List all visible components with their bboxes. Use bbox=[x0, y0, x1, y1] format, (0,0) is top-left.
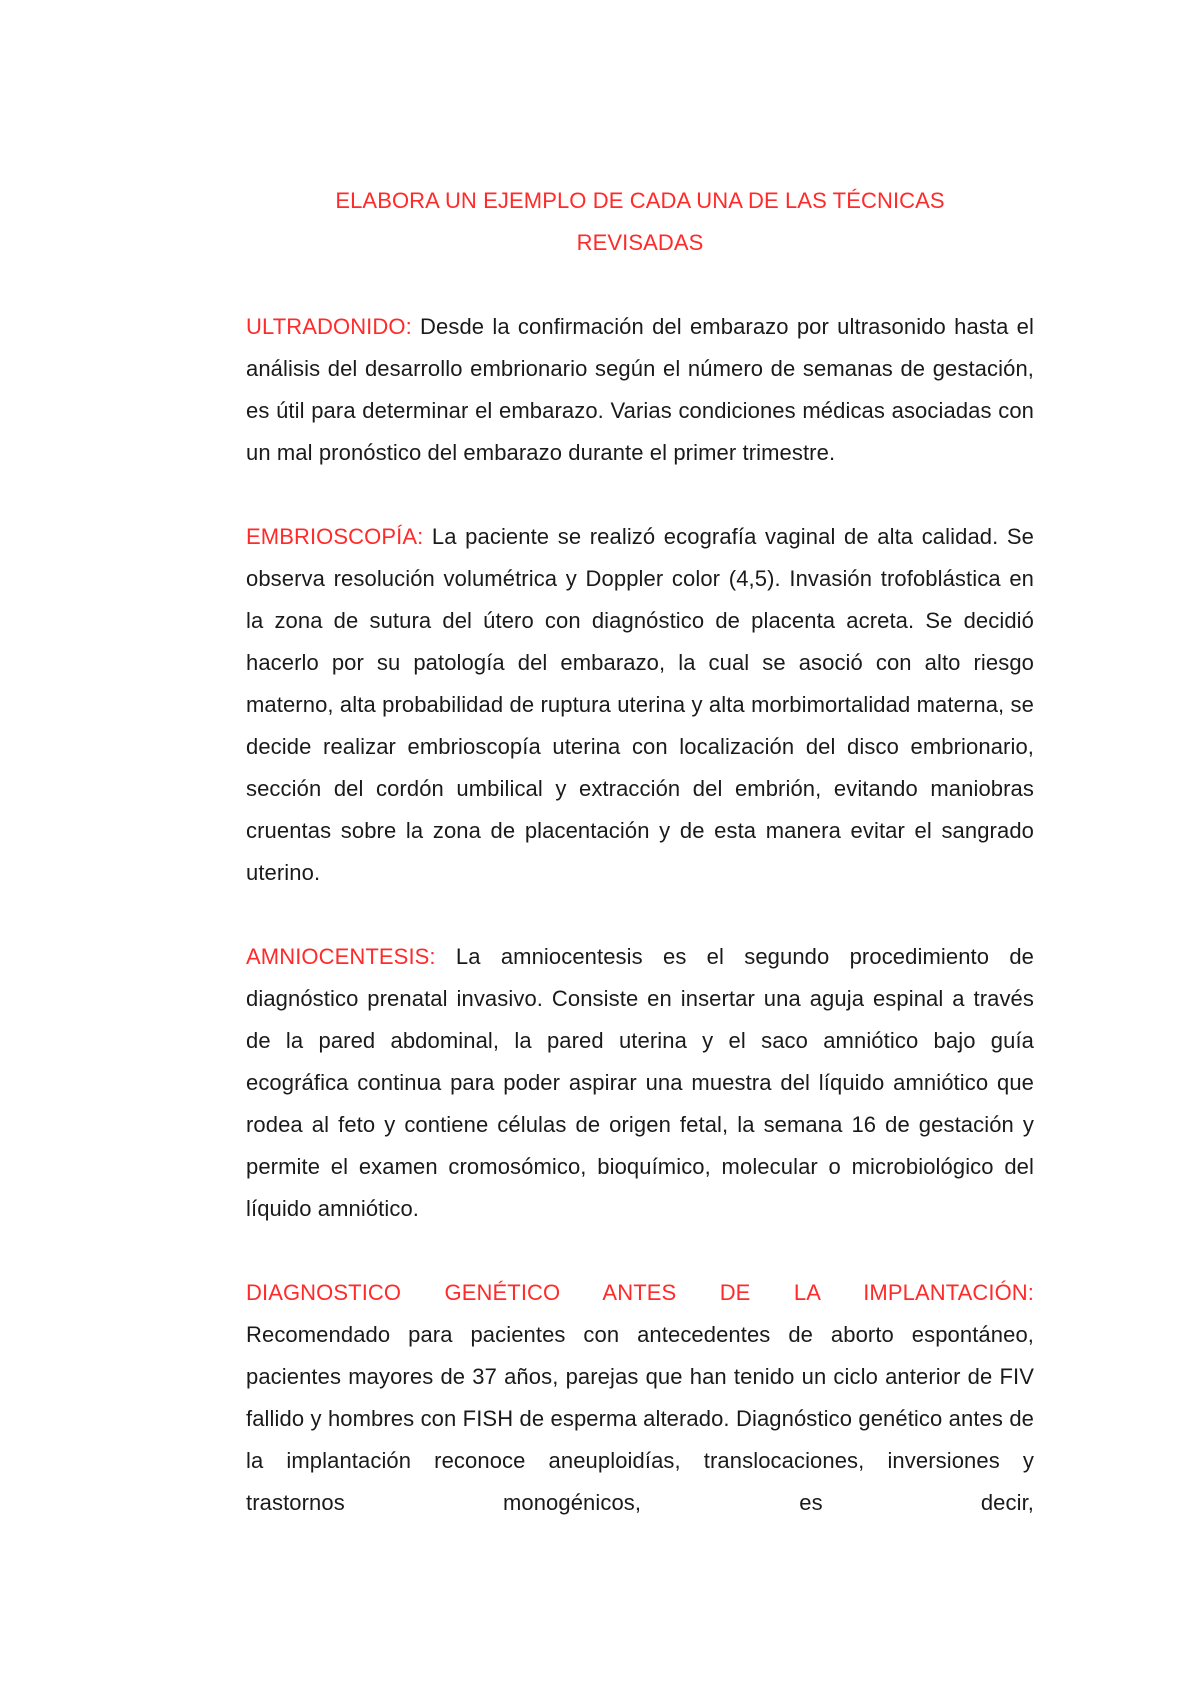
section-text: Desde la confirmación del embarazo por ultrasonido hasta el análisis del desarrollo embrionario según el número de semanas de gestación, es útil para determinar el embarazo. Varias condiciones médicas asociadas con un mal pronóstico del embarazo durante el primer trimestre. bbox=[246, 314, 1034, 465]
section-heading: DIAGNOSTICO GENÉTICO ANTES DE LA IMPLANTACIÓN: bbox=[246, 1280, 1034, 1305]
section-text: La amniocentesis es el segundo procedimiento de diagnóstico prenatal invasivo. Consiste en insertar una aguja espinal a través de la pared abdominal, la pared uterina y el saco amniótico bajo guía ecográfica continua para poder aspirar una muestra del líquido amniótico que rodea al feto y contiene células de origen fetal, la semana 16 de gestación y permite el examen cromosómico, bioquímico, molecular o microbiológico del líquido amniótico. bbox=[246, 944, 1035, 1221]
section-text: Recomendado para pacientes con antecedentes de aborto espontáneo, pacientes mayores de 37 años, parejas que han tenido un ciclo anterior de FIV fallido y hombres con FISH de esperma alterado. Diagnóstico genético antes de la implantación reconoce aneuploidías, translocaciones, inversiones y trastornos monogénicos, es decir, bbox=[246, 1322, 1034, 1515]
section-heading: ULTRADONIDO: bbox=[246, 314, 421, 339]
section-text: La paciente se realizó ecografía vaginal de alta calidad. Se observa resolución volumétrica y Doppler color (4,5). Invasión trofoblástica en la zona de sutura del útero con diagnóstico de placenta acreta. Se decidió hacerlo por su patología del embarazo, la cual se asoció con alto riesgo materno, alta probabilidad de ruptura uterina y alta morbimortalidad materna, se decide realizar embrioscopía uterina con localización del disco embrionario, sección del cordón umbilical y extracción del embrión, evitando maniobras cruentas sobre la zona de placentación y de esta manera evitar el sangrado uterino. bbox=[246, 524, 1035, 885]
section-heading: AMNIOCENTESIS: bbox=[246, 944, 456, 969]
section-amniocentesis bbox=[246, 936, 1034, 1230]
document-body bbox=[246, 180, 1034, 1566]
document-title bbox=[246, 180, 1034, 264]
section-ultrasonido bbox=[246, 306, 1034, 474]
section-heading: EMBRIOSCOPÍA: bbox=[246, 524, 432, 549]
section-embrioscopia bbox=[246, 516, 1034, 894]
title-line-1: ELABORA UN EJEMPLO DE CADA UNA DE LAS TÉCNICAS bbox=[335, 188, 945, 213]
title-line-2: REVISADAS bbox=[576, 230, 704, 255]
section-diagnostico-genetico bbox=[246, 1272, 1034, 1524]
